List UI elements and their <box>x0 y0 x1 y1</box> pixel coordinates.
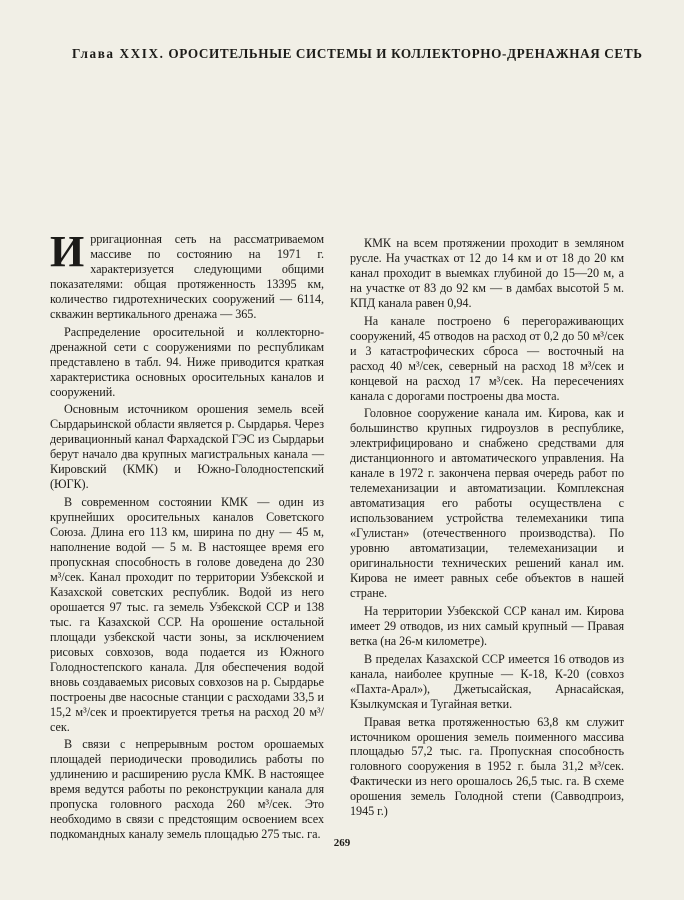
page-number: 269 <box>333 837 351 849</box>
paragraph-9: На территории Узбекской ССР канал им. Кирова имеет 29 отводов, из них самый крупный — Правая ветка (на 26-м километре). <box>350 603 624 648</box>
paragraph-2: Распределение оросительной и коллекторно-дренажной сети с сооружениями по республикам представлено в табл. 94. Ниже приводится краткая характеристика основных оросительных каналов и сооружений. <box>50 324 324 399</box>
right-column <box>350 236 624 822</box>
paragraph-6: КМК на всем протяжении проходит в земляном русле. На участках от 12 до 14 км и от 18 до 20 км канал проходит в выемках глубиной до 15—20 м, а на участке от 83 до 92 км — в дамбах высотой 5 м. КПД канала равен 0,94. <box>350 236 624 310</box>
paragraph-1 <box>50 227 324 322</box>
paragraph-7: На канале построено 6 перегораживающих сооружений, 45 отводов на расход от 0,2 до 50 м³/сек и 3 катастрофических сброса — восточный на расход 40 м³/сек, северный на расход 18 м³/сек и концевой на расход 17 м³/сек. На пересечениях канала с дорогами построены два моста. <box>350 313 624 403</box>
chapter-label: Глава XXIX. <box>72 46 165 61</box>
paragraph-4: В современном состоянии КМК — один из крупнейших оросительных каналов Советского Союза. Длина его 113 км, ширина по дну — 45 м, наполнение водой — 5 м. В настоящее время его пропускная способность в голове доведена до 230 м³/сек. Канал проходит по территории Узбекской и Казахской советских республик. Водой из него орошается 97 тыс. га земель Узбекской ССР и 138 тыс. га Казахской ССР. На орошение остальной площади узбекской части зоны, за исключением рисовых совхозов, вода подается из Южного Голодностепского канала. Для обеспечения водой вновь создаваемых рисовых совхозов на р. Сырдарье построены две насосные станции с расходами 33,5 и 15,2 м³/сек и проектируется третья на расход 20 м³/сек. <box>50 495 324 734</box>
paragraph-8: Головное сооружение канала им. Кирова, как и большинство крупных гидроузлов в республике, электрифицировано и снабжено средствами для дистанционного и автоматического управления. На канале в 1972 г. закончена первая очередь работ по телемеханизации и автоматизации. Комплексная автоматизация его работы осуществлена с использованием устройства телемеханики типа «Гулистан» (отечественного производства). По уровню автоматизации, телемеханизации и оригинальности технических решений канал им. Кирова не имеет равных себе объектов в нашей стране. <box>350 406 624 600</box>
paragraph-11: Правая ветка протяженностью 63,8 км служит источником орошения земель поименного массива площадью 57,2 тыс. га. Пропускная способность головного сооружения в 1952 г. была 31,2 м³/сек. Фактически из него орошалось 26,5 тыс. га. В схеме орошения земель Голодной степи (Савводпроиз, 1945 г.) <box>350 714 624 819</box>
paragraph-1-text: рригационная сеть на рассматриваемом массиве по состоянию на 1971 г. характеризуется следующими общими показателями: общая протяженность 13395 км, количество гидротехнических сооружений — 6114, скважин вертикального дренажа — 365. <box>50 232 324 321</box>
paragraph-5: В связи с непрерывным ростом орошаемых площадей периодически проводились работы по удлинению и расширению русла КМК. В настоящее время ведутся работы по реконструкции канала для пропуска головного расхода 260 м³/сек. Это необходимо в связи с предстоящим освоением всех подкомандных каналу земель площадью 275 тыс. га. <box>50 737 324 842</box>
paragraph-10: В пределах Казахской ССР имеется 16 отводов из канала, наиболее крупные — К-18, К-20 (совхоз «Пахта-Арал»), Джетысайская, Арнасайская, Кзылкумская и Тугайная ветки. <box>350 651 624 711</box>
drop-cap: И <box>50 227 85 276</box>
chapter-heading <box>72 46 652 62</box>
left-column <box>50 227 324 845</box>
paragraph-3: Основным источником орошения земель всей Сырдарьинской области является р. Сырдарья. Через деривационный канал Фархадской ГЭС из Сырдарьи берут начало два крупных магистральных канала — Кировский (КМК) и Южно-Голодностепский (ЮГК). <box>50 402 324 492</box>
chapter-title: ОРОСИТЕЛЬНЫЕ СИСТЕМЫ И КОЛЛЕКТОРНО-ДРЕНАЖНАЯ СЕТЬ <box>168 46 643 61</box>
